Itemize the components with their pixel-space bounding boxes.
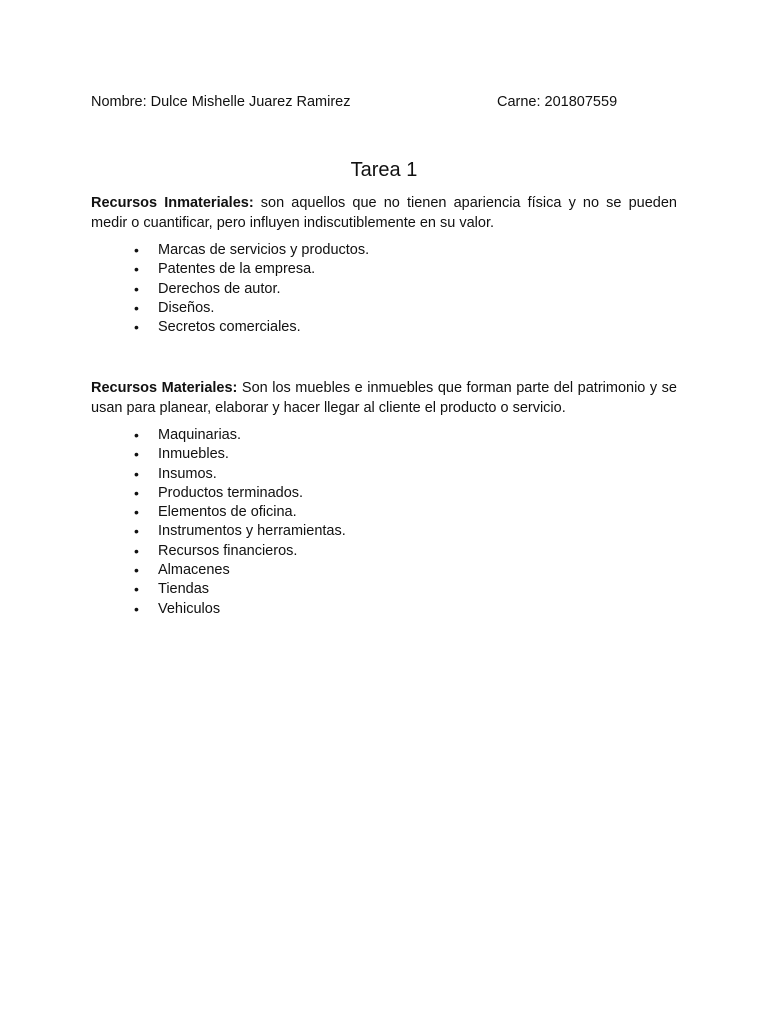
bullet-icon: • [134,600,139,617]
list-item-text: Secretos comerciales. [158,319,301,336]
section-recursos-materiales [91,379,677,619]
list-item [91,600,677,619]
list-item [91,318,677,337]
list-item-text: Derechos de autor. [158,280,281,297]
section-text: son aquellos que no tienen apariencia física y no se pueden medir o cuantificar, pero influyen indiscutiblemente en su valor. [91,195,677,231]
list-item-text: Insumos. [158,465,217,482]
bullet-icon: • [134,523,139,540]
list-item [91,484,677,503]
bullet-icon: • [134,427,139,443]
bullet-icon: • [134,581,139,598]
bullet-icon: • [134,280,139,297]
bullet-icon: • [134,261,139,278]
list-item [91,503,677,522]
list-item-text: Maquinarias. [158,427,242,443]
list-item [91,260,677,279]
bullet-icon: • [134,299,139,316]
list-item [91,426,677,445]
list-item-text: Patentes de la empresa. [158,261,316,278]
bullet-icon: • [134,446,139,463]
bullet-icon: • [134,242,139,258]
bullet-icon: • [134,465,139,482]
bullet-icon: • [134,504,139,521]
bullet-icon: • [134,319,139,336]
list-item-text: Recursos financieros. [158,542,298,559]
header-line [91,93,677,113]
student-carne: Carne: 201807559 [497,94,618,110]
list-item [91,522,677,541]
list-item [91,280,677,299]
list-item [91,542,677,561]
list-item-text: Elementos de oficina. [158,504,297,521]
bullet-icon: • [134,484,139,501]
bullet-list [91,426,677,619]
list-item [91,580,677,599]
section-heading: Recursos Inmateriales: [91,195,254,211]
list-item [91,241,677,260]
list-item-text: Vehiculos [158,600,221,617]
section-paragraph [91,194,677,233]
list-item-text: Instrumentos y herramientas. [158,523,346,540]
list-item [91,465,677,484]
bullet-list [91,241,677,337]
list-item [91,561,677,580]
list-item [91,299,677,318]
list-item-text: Marcas de servicios y productos. [158,242,370,258]
section-heading: Recursos Materiales: [91,380,238,396]
list-item-text: Inmuebles. [158,446,229,463]
student-name: Nombre: Dulce Mishelle Juarez Ramirez [91,94,351,110]
list-item [91,445,677,464]
section-paragraph [91,379,677,418]
list-item-text: Diseños. [158,299,215,316]
list-item-text: Almacenes [158,562,230,579]
document-title: Tarea 1 [350,159,418,181]
bullet-icon: • [134,542,139,559]
list-item-text: Tiendas [158,581,210,598]
section-recursos-inmateriales [91,194,677,337]
bullet-icon: • [134,562,139,579]
section-text: Son los muebles e inmuebles que forman parte del patrimonio y se usan para planear, elaborar y hacer llegar al cliente el producto o servicio. [91,380,677,416]
list-item-text: Productos terminados. [158,484,304,501]
